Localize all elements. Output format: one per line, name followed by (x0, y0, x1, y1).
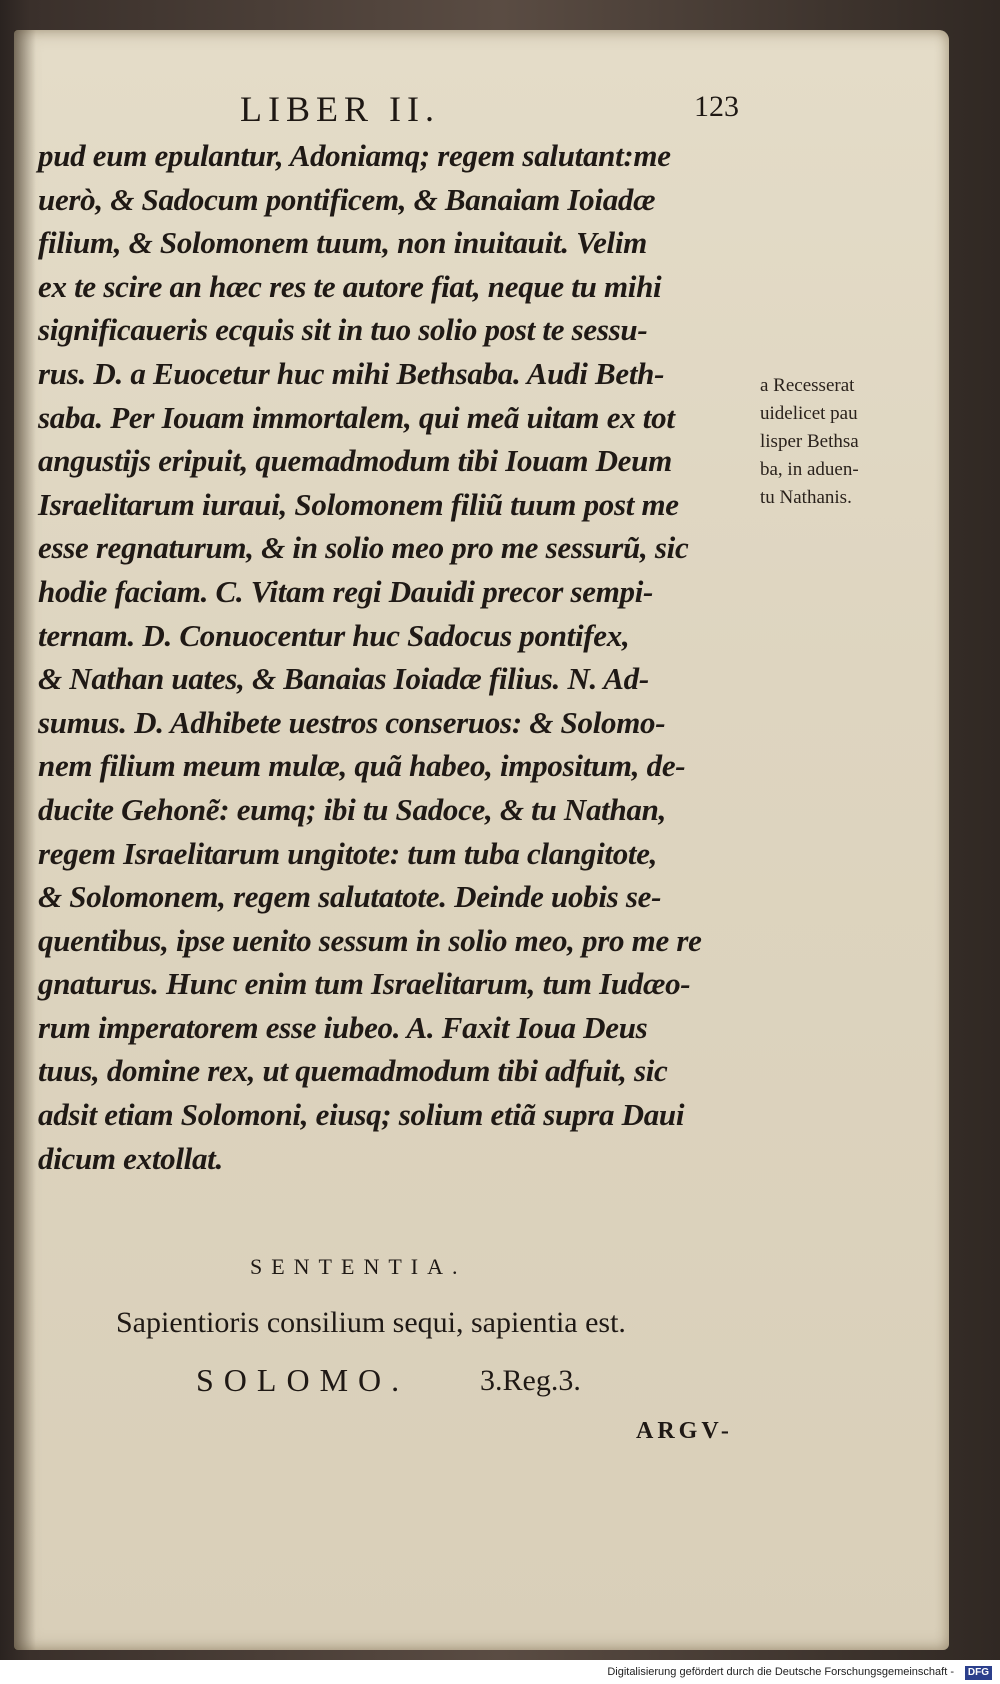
margin-note (760, 372, 950, 512)
text-line: ducite Gehonẽ: eumq; ibi tu Sadoce, & tu Nathan, (38, 791, 667, 827)
text-line: quentibus, ipse uenito sessum in solio meo, pro me re (38, 922, 702, 958)
running-head: LIBER II. (240, 89, 440, 129)
text-line: hodie faciam. C. Vitam regi Dauidi precor sempi- (38, 573, 654, 609)
page-number: 123 (694, 90, 739, 123)
text-line: gnaturus. Hunc enim tum Israelitarum, tum Iudæo- (38, 966, 691, 1002)
text-line: regem Israelitarum ungitote: tum tuba clangitote, (38, 835, 658, 871)
text-line: saba. Per Iouam immortalem, qui meã uitam ex tot (38, 399, 675, 435)
text-line: nem filium meum mulæ, quã habeo, impositum, de- (38, 748, 686, 784)
text-line: ex te scire an hæc res te autore fiat, neque tu mihi (38, 268, 662, 304)
sententia-heading: SENTENTIA. (250, 1254, 467, 1279)
margin-note-line: ba, in aduen- (760, 459, 859, 480)
text-line: significaueris ecquis sit in tuo solio post te sessu- (38, 312, 648, 348)
sententia-reference: 3.Reg.3. (480, 1364, 581, 1397)
text-line: Israelitarum iuraui, Solomonem filiũ tuum post me (38, 486, 679, 522)
text-line: & Solomonem, regem salutatote. Deinde uobis se- (38, 879, 662, 915)
text-line: ternam. D. Conuocentur huc Sadocus pontifex, (38, 617, 630, 653)
text-line: rum imperatorem esse iubeo. A. Faxit Ioua Deus (38, 1009, 648, 1045)
text-line: angustijs eripuit, quemadmodum tibi Iouam Deum (38, 443, 672, 479)
footer-credit: Digitalisierung gefördert durch die Deutsche Forschungsgemeinschaft - (607, 1666, 954, 1678)
text-line: esse regnaturum, & in solio meo pro me sessurũ, sic (38, 530, 689, 566)
footer-bar (0, 1664, 1000, 1684)
dfg-logo-icon: DFG (965, 1666, 992, 1680)
text-line: filium, & Solomonem tuum, non inuitauit. Velim (38, 225, 647, 261)
main-text-block (38, 134, 758, 1180)
text-line: rus. D. a Euocetur huc mihi Bethsaba. Audi Beth- (38, 355, 665, 391)
margin-note-line: tu Nathanis. (760, 487, 852, 508)
sententia-author: SOLOMO. (196, 1362, 410, 1398)
margin-note-line: a Recesserat (760, 375, 855, 396)
text-line: sumus. D. Adhibete uestros conseruos: & Solomo- (38, 704, 666, 740)
text-line: uerò, & Sadocum pontificem, & Banaiam Ioiadæ (38, 181, 656, 217)
text-line: pud eum epulantur, Adoniamq; regem salutant:me (38, 138, 671, 173)
margin-note-line: uidelicet pau (760, 403, 858, 424)
text-line: tuus, domine rex, ut quemadmodum tibi adfuit, sic (38, 1053, 668, 1089)
text-line: & Nathan uates, & Banaias Ioiadæ filius. N. Ad- (38, 661, 649, 697)
text-line: dicum extollat. (38, 1140, 223, 1176)
margin-note-line: lisper Bethsa (760, 431, 859, 452)
spine-shadow (14, 30, 36, 1650)
catchword: ARGV- (636, 1418, 733, 1444)
sententia-text: Sapientioris consilium sequi, sapientia est. (116, 1306, 626, 1339)
text-line: adsit etiam Solomoni, eiusq; solium etiã supra Daui (38, 1097, 685, 1133)
